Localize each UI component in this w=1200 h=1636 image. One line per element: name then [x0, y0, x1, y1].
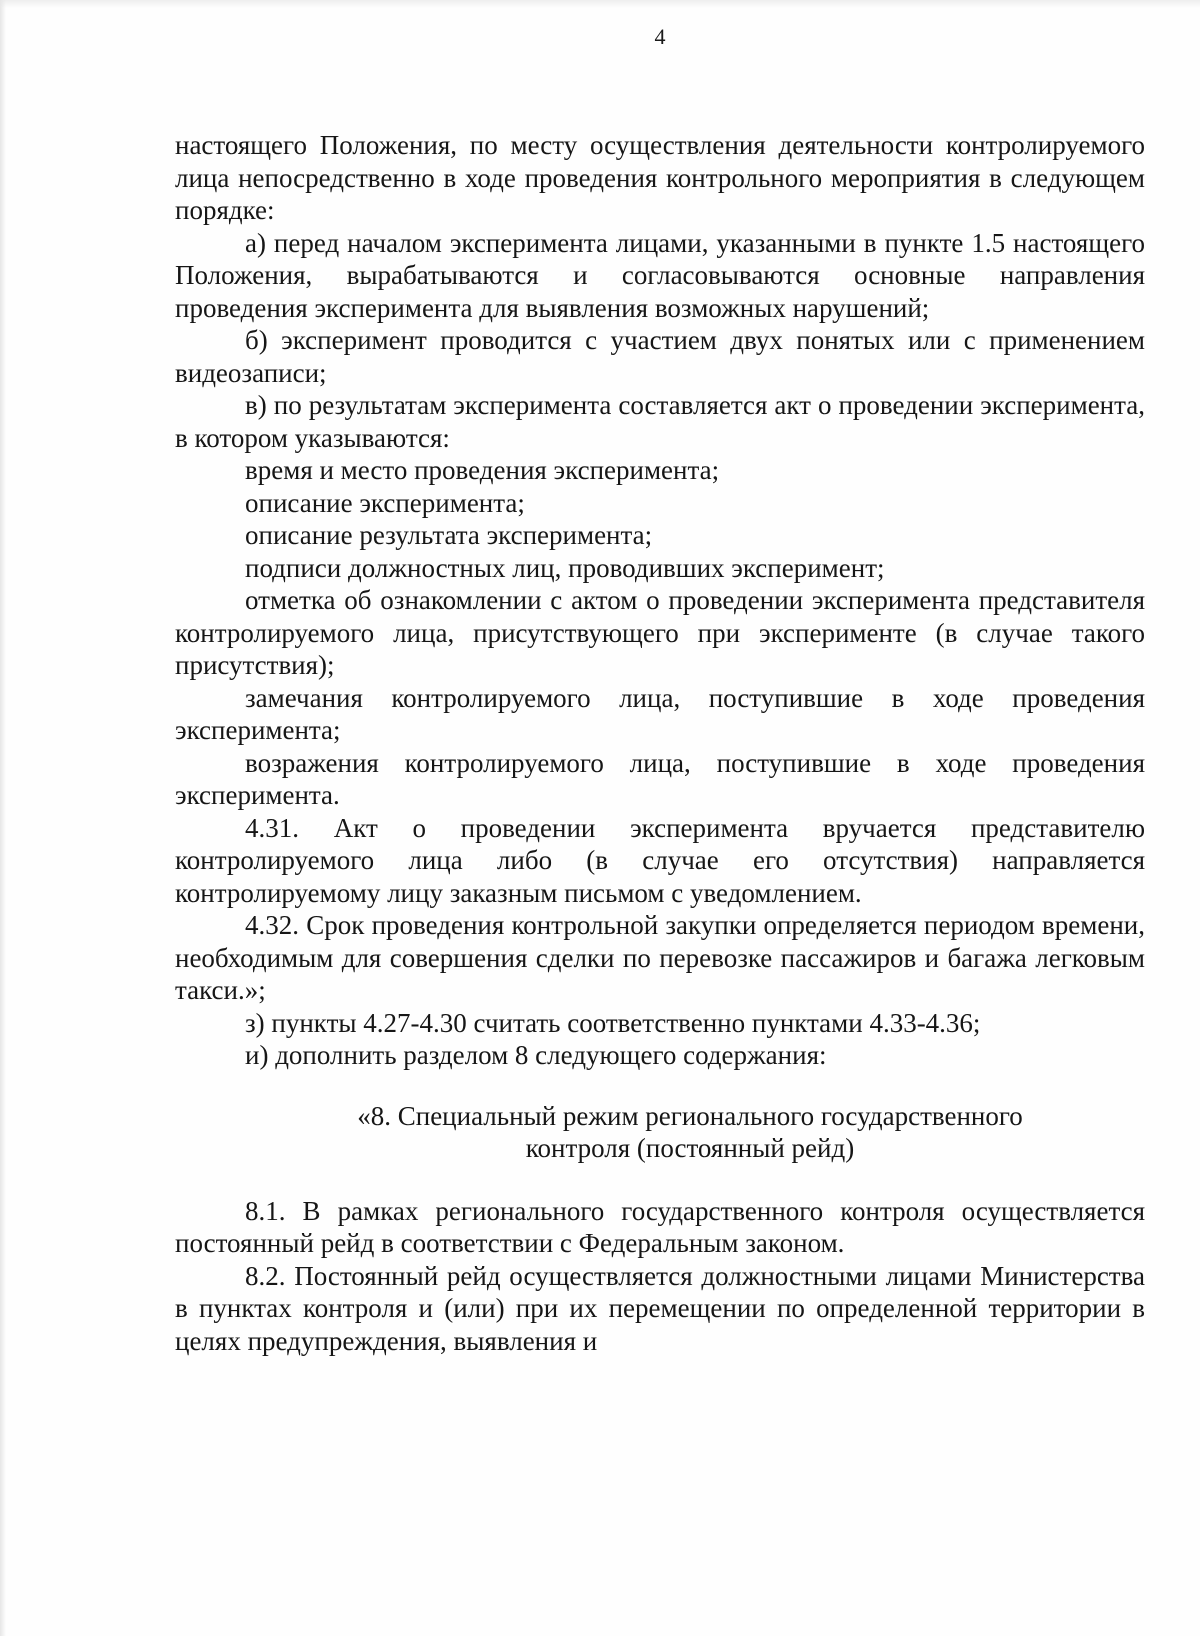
list-item: описание результата эксперимента; [245, 520, 653, 550]
paragraph-continuation: настоящего Положения, по месту осуществления деятельности контролируемого лица непосредственно в ходе проведения контрольного мероприятия в следующем порядке: [175, 130, 1145, 225]
list-item: замечания контролируемого лица, поступившие в ходе проведения эксперимента; [175, 682, 1145, 745]
paragraph-item-i: и) дополнить разделом 8 следующего содержания: [245, 1040, 827, 1070]
scan-edge-left [0, 0, 6, 1636]
section-heading [175, 1100, 1145, 1165]
paragraph-item-a: а) перед началом эксперимента лицами, указанными в пункте 1.5 настоящего Положения, вырабатываются и согласовываются основные направления проведения эксперимента для выявления возможных нарушений; [175, 227, 1145, 323]
list-item: возражения контролируемого лица, поступившие в ходе проведения эксперимента. [175, 747, 1145, 810]
paragraph-item-b: б) эксперимент проводится с участием двух понятых или с применением видеозаписи; [175, 325, 1145, 388]
list-item: время и место проведения эксперимента; [245, 455, 720, 485]
scan-edge-top [0, 0, 1200, 8]
section-heading-line-2: контроля (постоянный рейд) [525, 1133, 855, 1163]
paragraph-4-32: 4.32. Срок проведения контрольной закупки определяется периодом времени, необходимым для совершения сделки по перевозке пассажиров и багажа легковым такси.»; [175, 910, 1145, 1005]
section-heading-line-1: «8. Специальный режим регионального государственного [357, 1100, 1023, 1131]
paragraph-4-31: 4.31. Акт о проведении эксперимента вручается представителю контролируемого лица либо (в случае его отсутствия) направляется контролируемому лицу заказным письмом с уведомлением. [175, 812, 1145, 908]
list-item: отметка об ознакомлении с актом о проведении эксперимента представителя контролируемого лица, присутствующего при эксперименте (в случае такого присутствия); [175, 585, 1145, 680]
list-item: описание эксперимента; [245, 487, 525, 518]
paragraph-8-2: 8.2. Постоянный рейд осуществляется должностными лицами Министерства в пунктах контроля и (или) при их перемещении по определенной территории в целях предупреждения, выявления и [175, 1260, 1145, 1356]
paragraph-item-v: в) по результатам эксперимента составляется акт о проведении эксперимента, в котором указываются: [175, 390, 1145, 453]
document-body [175, 129, 1145, 1357]
paragraph-item-z: з) пункты 4.27-4.30 считать соответственно пунктами 4.33-4.36; [245, 1007, 981, 1038]
page-number: 4 [654, 24, 666, 49]
list-item: подписи должностных лиц, проводивших эксперимент; [245, 552, 885, 583]
paragraph-8-1: 8.1. В рамках регионального государственного контроля осуществляется постоянный рейд в соответствии с Федеральным законом. [175, 1195, 1145, 1258]
